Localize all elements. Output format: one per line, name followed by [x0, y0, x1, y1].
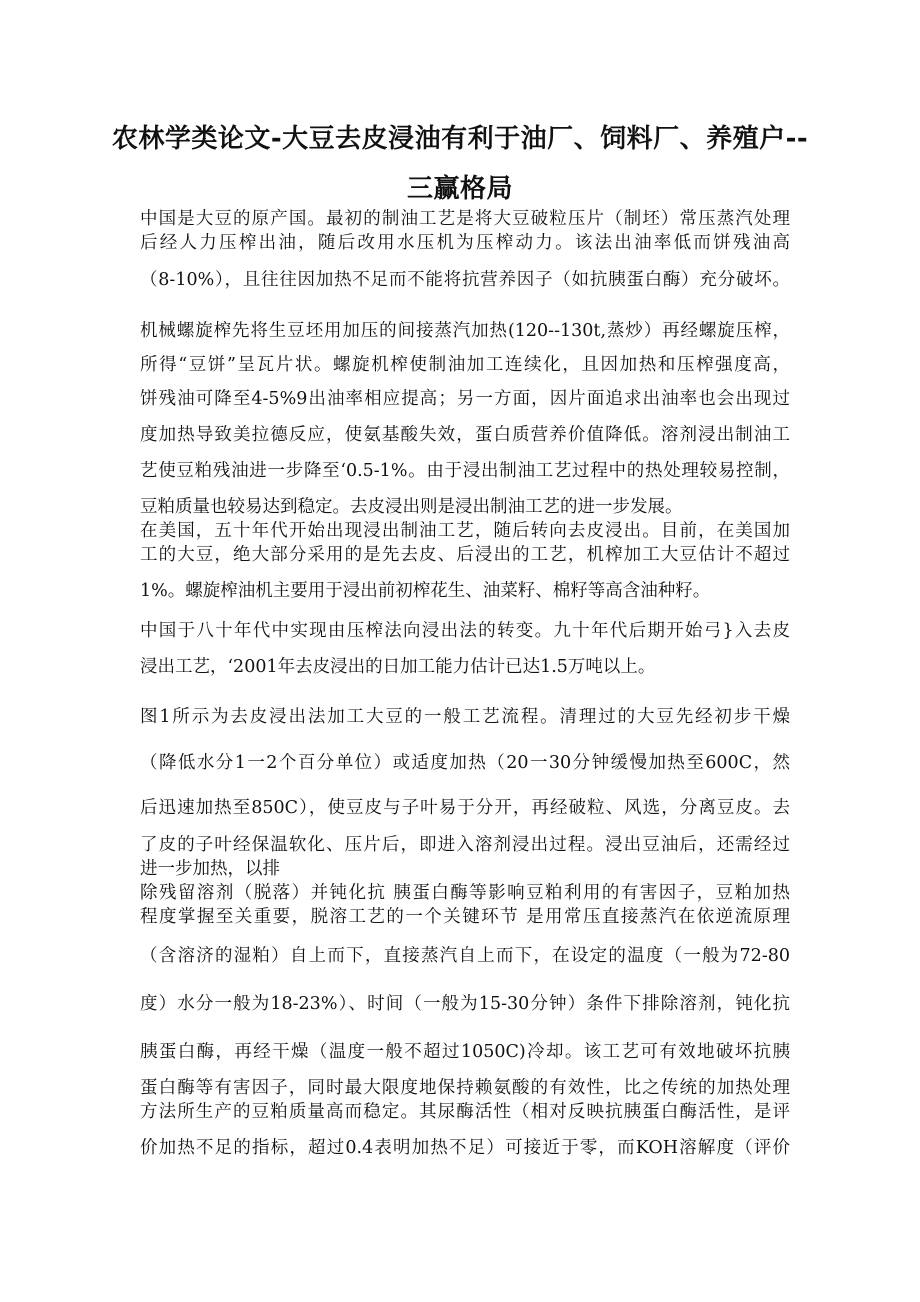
body-text-line: 艺使豆粕残油进一步降至‘0.5-1%。由于浸出制油工艺过程中的热处理较易控制， [140, 461, 790, 481]
body-text-line: （降低水分1一2个百分单位）或适度加热（20一30分钟缓慢加热至600C，然 [140, 753, 790, 773]
document-title-line-1: 农林学类论文-大豆去皮浸油有利于油厂、饲料厂、养殖户-- [111, 124, 809, 154]
body-text-line: 中国是大豆的原产国。最初的制油工艺是将大豆破粒压片（制坯）常压蒸汽处理 [140, 209, 790, 229]
body-text-line: 所得“豆饼”呈瓦片状。螺旋机榨使制油加工连续化，且因加热和压榨强度高， [140, 355, 790, 375]
body-text-line: 1%。螺旋榨油机主要用于浸出前初榨花生、油菜籽、棉籽等高含油种籽。 [140, 581, 711, 601]
document-title-line-2: 三赢格局 [406, 174, 513, 204]
body-text-line: 胰蛋白酶，再经干燥（温度一般不超过1050C)冷却。该工艺可有效地破坏抗胰 [140, 1042, 790, 1062]
body-text-line: 了皮的子叶经保温软化、压片后，即进入溶剂浸出过程。浸出豆油后，还需经过 [140, 835, 790, 855]
body-text-line: 浸出工艺，‘2001年去皮浸出的日加工能力估计已达1.5万吨以上。 [140, 657, 656, 677]
body-text-line: 除残留溶剂（脱落）并钝化抗 胰蛋白酶等影响豆粕利用的有害因子，豆粕加热 [140, 883, 790, 903]
body-text-line: 后迅速加热至850C），使豆皮与子叶易于分开，再经破粒、风选，分离豆皮。去 [140, 798, 790, 818]
body-text-line: 中国于八十年代中实现由压榨法向浸出法的转变。九十年代后期开始弓}入去皮 [140, 621, 790, 641]
body-text-line: 度加热导致美拉德反应，使氨基酸失效，蛋白质营养价值降低。溶剂浸出制油工 [140, 425, 790, 445]
body-text-line: 工的大豆，绝大部分采用的是先去皮、后浸出的工艺，机榨加工大豆估计不超过 [140, 545, 790, 565]
body-text-line: （8-10%），且往往因加热不足而不能将抗营养因子（如抗胰蛋白酶）充分破坏。 [140, 270, 790, 290]
body-text-line: 程度掌握至关重要，脱溶工艺的一个关键环节 是用常压直接蒸汽在依逆流原理 [140, 907, 790, 927]
body-text-line: 机械螺旋榨先将生豆坯用加压的间接蒸汽加热(120--130t,蒸炒）再经螺旋压榨， [140, 321, 790, 341]
body-text-line: 饼残油可降至4-5%9出油率相应提高；另一方面，因片面追求出油率也会出现过 [140, 389, 790, 409]
body-text-line: 进一步加热，以排 [140, 859, 280, 879]
body-text-line: 蛋白酶等有害因子，同时最大限度地保持赖氨酸的有效性，比之传统的加热处理 [140, 1078, 790, 1098]
body-text-line: （含溶济的湿粕）自上而下，直接蒸汽自上而下，在设定的温度（一般为72-80 [140, 946, 790, 966]
body-text-line: 后经人力压榨出油，随后改用水压机为压榨动力。该法出油率低而饼残油高 [140, 233, 790, 253]
body-text-line: 豆粕质量也较易达到稳定。去皮浸出则是浸出制油工艺的进一步发展。 [140, 497, 683, 517]
body-text-line: 图1所示为去皮浸出法加工大豆的一般工艺流程。清理过的大豆先经初步干燥 [140, 707, 790, 727]
body-text-line: 方法所生产的豆粕质量高而稳定。其尿酶活性（相对反映抗胰蛋白酶活性，是评 [140, 1102, 790, 1122]
body-text-line: 度）水分一般为18-23%）、时间（一般为15-30分钟）条件下排除溶剂，钝化抗 [140, 994, 790, 1014]
body-text-line: 价加热不足的指标，超过0.4表明加热不足）可接近于零，而KOH溶解度（评价 [140, 1138, 790, 1158]
body-text-line: 在美国，五十年代开始出现浸出制油工艺，随后转向去皮浸出。目前，在美国加 [140, 521, 790, 541]
